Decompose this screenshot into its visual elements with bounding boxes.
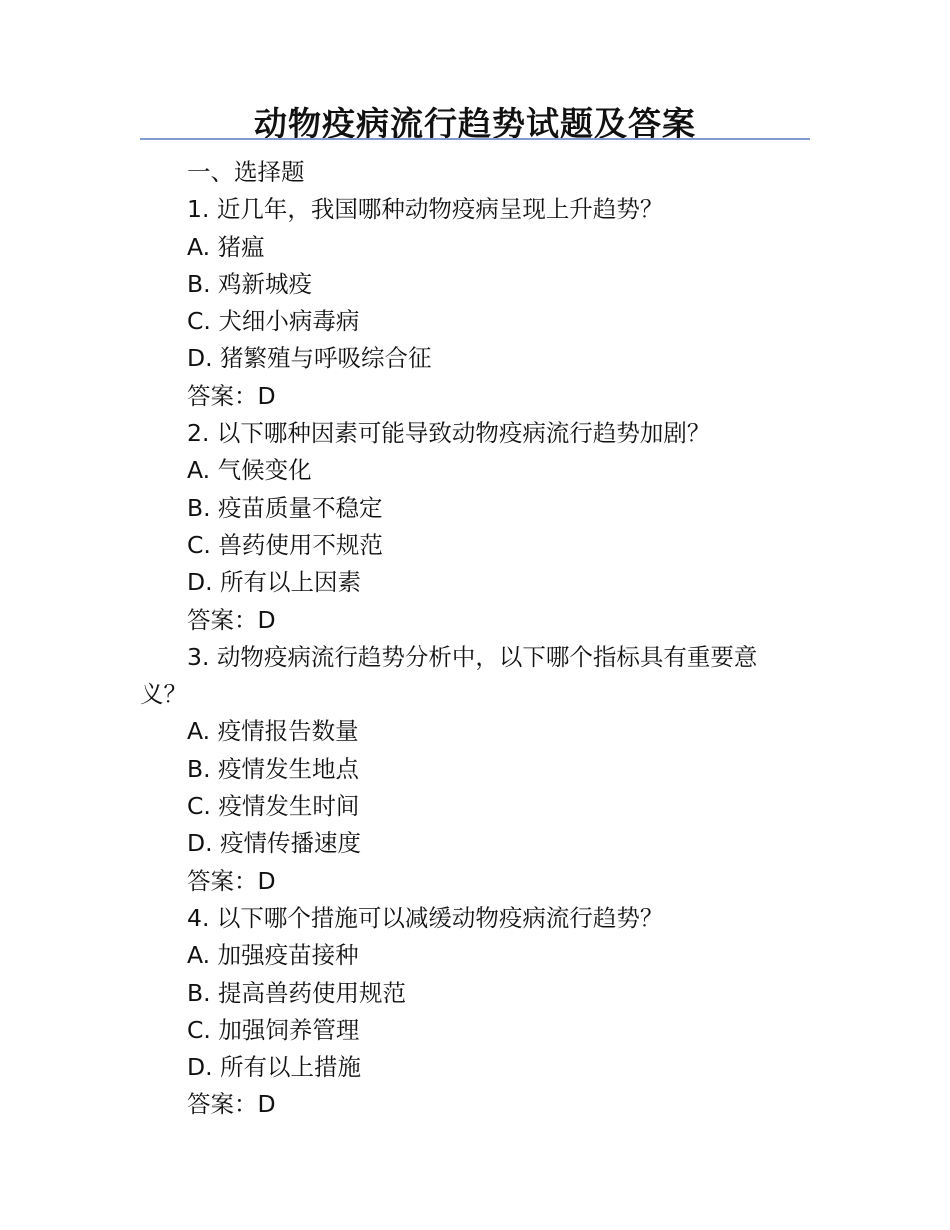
option-b: B. 提高兽药使用规范 <box>187 978 407 1007</box>
option-b: B. 鸡新城疫 <box>187 269 313 298</box>
question-text: 3. 动物疫病流行趋势分析中，以下哪个指标具有重要意义？ <box>140 642 758 709</box>
option-a: A. 气候变化 <box>187 456 312 485</box>
option-d: D. 所有以上因素 <box>187 568 362 597</box>
option-b: B. 疫苗质量不稳定 <box>187 493 383 522</box>
option-d: D. 所有以上措施 <box>187 1053 362 1082</box>
question-text: 2. 以下哪种因素可能导致动物疫病流行趋势加剧？ <box>187 419 711 448</box>
option-b: B. 疫情发生地点 <box>187 754 360 783</box>
option-c: C. 犬细小病毒病 <box>187 307 360 336</box>
option-d: D. 猪繁殖与呼吸综合征 <box>187 344 432 373</box>
document-body <box>140 154 800 1124</box>
option-a: A. 加强疫苗接种 <box>187 941 359 970</box>
question-text: 1. 近几年，我国哪种动物疫病呈现上升趋势？ <box>187 195 664 224</box>
answer-text: 答案：D <box>187 381 276 410</box>
title-underline <box>140 138 810 140</box>
option-d: D. 疫情传播速度 <box>187 829 362 858</box>
option-a: A. 猪瘟 <box>187 232 265 261</box>
answer-text: 答案：D <box>187 1090 276 1119</box>
option-a: A. 疫情报告数量 <box>187 717 359 746</box>
section-heading: 一、选择题 <box>187 158 305 186</box>
answer-text: 答案：D <box>187 605 276 634</box>
option-c: C. 疫情发生时间 <box>187 792 360 821</box>
option-c: C. 兽药使用不规范 <box>187 530 383 559</box>
answer-text: 答案：D <box>187 866 276 895</box>
option-c: C. 加强饲养管理 <box>187 1015 360 1044</box>
question-text: 4. 以下哪个措施可以减缓动物疫病流行趋势？ <box>187 903 664 932</box>
document-title: 动物疫病流行趋势试题及答案 <box>254 104 696 143</box>
